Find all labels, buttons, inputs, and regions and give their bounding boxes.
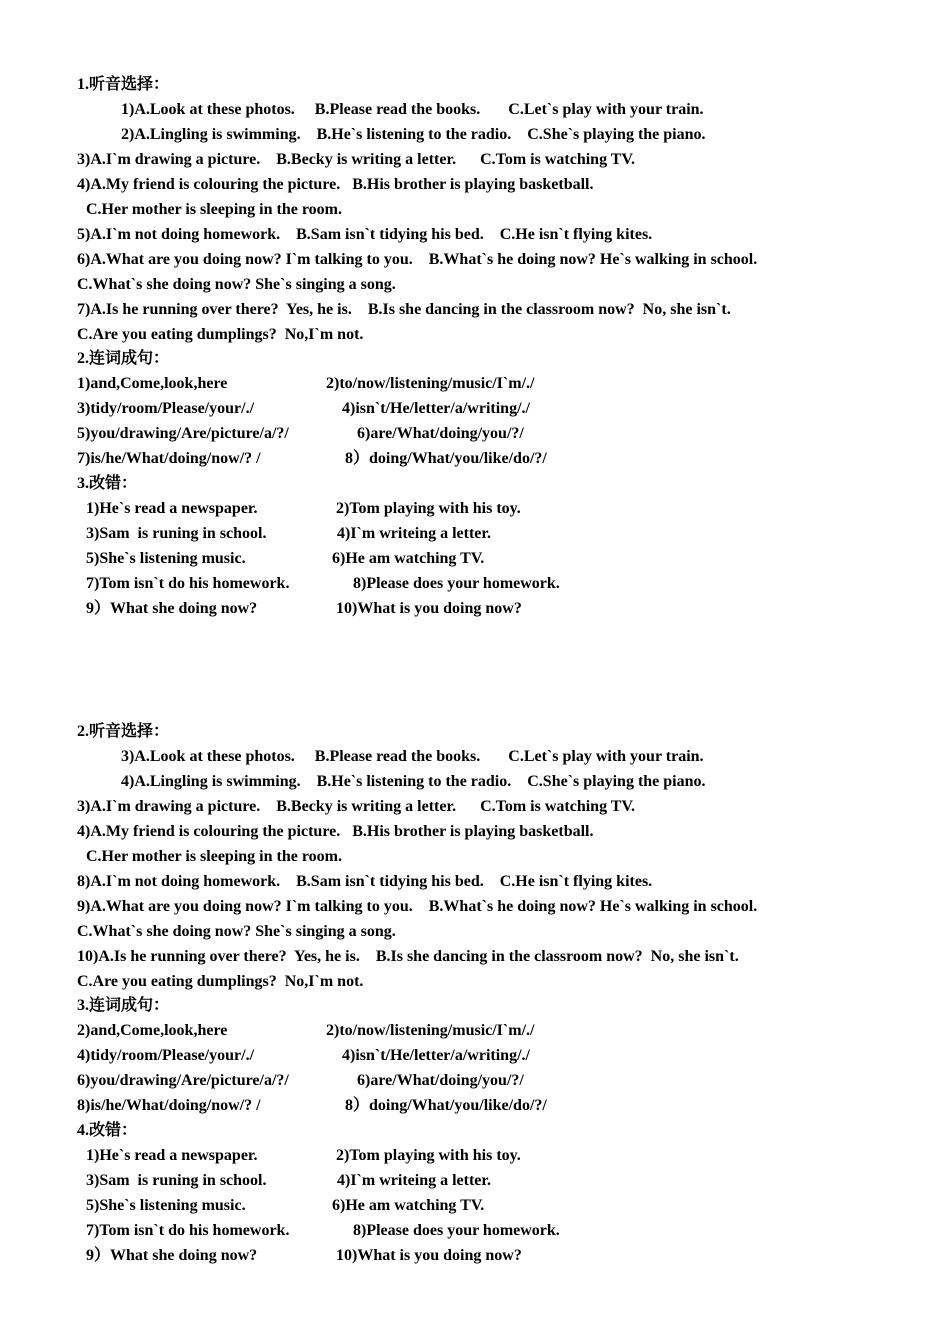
worksheet-line: 7)Tom isn`t do his homework. [86,575,290,592]
worksheet-line: 1.听音选择： [77,76,170,93]
worksheet-line: 2)to/now/listening/music/I`m/./ [326,375,535,392]
worksheet-line: 5)A.I`m not doing homework. B.Sam isn`t tidying his bed. C.He isn`t flying kites. [77,226,653,243]
worksheet-line: 7)Tom isn`t do his homework. [86,1222,290,1239]
worksheet-line: C.What`s she doing now? She`s singing a song. [77,923,396,940]
worksheet-line: 10)What is you doing now? [336,1247,522,1264]
worksheet-line: 4)A.Lingling is swimming. B.He`s listening to the radio. C.She`s playing the piano. [121,773,706,790]
worksheet-line: 8）doing/What/you/like/do/?/ [345,450,547,467]
worksheet-line: 3.连词成句： [77,997,170,1014]
worksheet-line: 7)A.Is he running over there? Yes, he is. B.Is she dancing in the classroom now? No, she isn`t. [77,301,731,318]
worksheet-line: C.Are you eating dumplings? No,I`m not. [77,326,364,343]
worksheet-line: 8)A.I`m not doing homework. B.Sam isn`t tidying his bed. C.He isn`t flying kites. [77,873,653,890]
worksheet-line: 8)Please does your homework. [353,1222,560,1239]
worksheet-line: 3)Sam is runing in school. [86,1172,267,1189]
worksheet-line: 2.听音选择： [77,723,170,740]
worksheet-line: 1)and,Come,look,here [77,375,228,392]
worksheet-line: 3)A.I`m drawing a picture. B.Becky is writing a letter. C.Tom is watching TV. [77,798,635,815]
worksheet-line: 4)tidy/room/Please/your/./ [77,1047,255,1064]
worksheet-line: 6)A.What are you doing now? I`m talking to you. B.What`s he doing now? He`s walking in school. [77,251,758,268]
worksheet-line: 9）What she doing now? [86,600,258,617]
worksheet-line: 4)I`m writeing a letter. [337,1172,492,1189]
worksheet-line: C.Her mother is sleeping in the room. [86,848,342,865]
worksheet-line: 5)She`s listening music. [86,1197,246,1214]
worksheet-line: 6)you/drawing/Are/picture/a/?/ [77,1072,289,1089]
worksheet-line: 2)A.Lingling is swimming. B.He`s listening to the radio. C.She`s playing the piano. [121,126,706,143]
worksheet-line: C.What`s she doing now? She`s singing a song. [77,276,396,293]
worksheet-line: 3)A.Look at these photos. B.Please read the books. C.Let`s play with your train. [121,748,704,765]
worksheet-line: 9）What she doing now? [86,1247,258,1264]
worksheet-line: 6)are/What/doing/you/?/ [357,1072,524,1089]
worksheet-line: 1)He`s read a newspaper. [86,500,258,517]
worksheet-line: 3)A.I`m drawing a picture. B.Becky is writing a letter. C.Tom is watching TV. [77,151,635,168]
worksheet-line: 4)isn`t/He/letter/a/writing/./ [342,1047,530,1064]
worksheet-line: 2)Tom playing with his toy. [336,500,521,517]
worksheet-line: 3.改错： [77,475,138,492]
worksheet-line: 6)are/What/doing/you/?/ [357,425,524,442]
worksheet-line: 2)and,Come,look,here [77,1022,228,1039]
worksheet-line: 3)tidy/room/Please/your/./ [77,400,255,417]
worksheet-line: 3)Sam is runing in school. [86,525,267,542]
worksheet-line: 4)isn`t/He/letter/a/writing/./ [342,400,530,417]
worksheet-line: 4.改错： [77,1122,138,1139]
worksheet-line: 6)He am watching TV. [332,1197,485,1214]
worksheet-line: 2)to/now/listening/music/I`m/./ [326,1022,535,1039]
worksheet-line: 8)is/he/What/doing/now/? / [77,1097,261,1114]
worksheet-line: 2)Tom playing with his toy. [336,1147,521,1164]
worksheet-line: 1)A.Look at these photos. B.Please read the books. C.Let`s play with your train. [121,101,704,118]
worksheet-line: 2.连词成句： [77,350,170,367]
worksheet-line: 4)A.My friend is colouring the picture. B.His brother is playing basketball. [77,823,594,840]
worksheet-line: 9)A.What are you doing now? I`m talking to you. B.What`s he doing now? He`s walking in school. [77,898,758,915]
worksheet-line: 8）doing/What/you/like/do/?/ [345,1097,547,1114]
worksheet-line: C.Her mother is sleeping in the room. [86,201,342,218]
worksheet-line: C.Are you eating dumplings? No,I`m not. [77,973,364,990]
worksheet-line: 5)you/drawing/Are/picture/a/?/ [77,425,289,442]
worksheet-line: 8)Please does your homework. [353,575,560,592]
worksheet-line: 10)What is you doing now? [336,600,522,617]
worksheet-line: 7)is/he/What/doing/now/? / [77,450,261,467]
worksheet-line: 1)He`s read a newspaper. [86,1147,258,1164]
worksheet-line: 4)A.My friend is colouring the picture. B.His brother is playing basketball. [77,176,594,193]
worksheet-line: 10)A.Is he running over there? Yes, he is. B.Is she dancing in the classroom now? No, she isn`t. [77,948,739,965]
worksheet-line: 4)I`m writeing a letter. [337,525,492,542]
worksheet-line: 5)She`s listening music. [86,550,246,567]
worksheet-line: 6)He am watching TV. [332,550,485,567]
